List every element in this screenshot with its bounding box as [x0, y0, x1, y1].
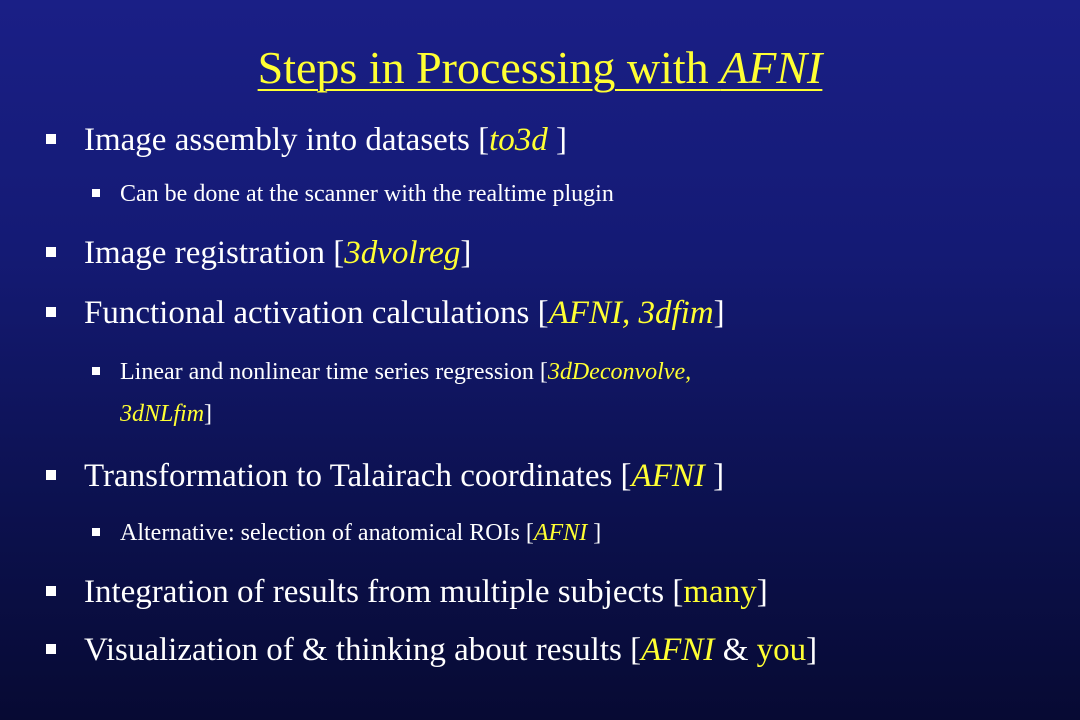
title-afni: AFNI [720, 42, 823, 93]
bullet-text-mid: & [714, 632, 757, 668]
bullet-image-assembly [46, 120, 567, 160]
bullet-talairach [46, 456, 724, 496]
bracket-close: ] [547, 122, 567, 158]
bullet-square-icon [46, 134, 56, 144]
sub-bullet-text: Linear and nonlinear time series regression [ [120, 359, 548, 385]
bullet-square-icon [92, 367, 100, 375]
bracket-close: ] [806, 632, 818, 668]
bullet-text: Image assembly into datasets [ [84, 122, 490, 158]
bullet-square-icon [46, 586, 56, 596]
tool-name: 3dNLfim [120, 401, 205, 427]
bullet-square-icon [92, 189, 100, 197]
bullet-text: Image registration [ [84, 235, 345, 271]
title-text: Steps in Processing with [257, 42, 721, 93]
bullet-text: Visualization of & thinking about results [ [84, 632, 642, 668]
sub-bullet-rois [92, 517, 601, 549]
bracket-close: ] [713, 295, 725, 331]
tool-name: AFNI [631, 458, 705, 494]
bracket-close: ] [756, 574, 768, 610]
bullet-text: Integration of results from multiple subjects [ [84, 574, 684, 610]
tool-name: to3d [489, 122, 548, 158]
bracket-close: ] [704, 458, 725, 494]
slide-title [0, 40, 1080, 96]
tool-name: many [683, 574, 757, 610]
tool-name-you: you [756, 632, 807, 668]
bullet-text: Functional activation calculations [ [84, 295, 549, 331]
bullet-square-icon [46, 470, 56, 480]
bullet-functional-activation [46, 293, 725, 333]
bracket-close: ] [460, 235, 472, 271]
bullet-text: Transformation to Talairach coordinates [ [84, 458, 632, 494]
bullet-square-icon [92, 528, 100, 536]
tool-name: AFNI [533, 520, 588, 546]
tool-name: AFNI, 3dfim [548, 295, 714, 331]
sub-bullet-text: Alternative: selection of anatomical ROIs [ [120, 520, 534, 546]
bullet-image-registration [46, 233, 471, 273]
bullet-integration [46, 572, 768, 612]
bullet-square-icon [46, 307, 56, 317]
sub-bullet-realtime [92, 178, 614, 210]
bullet-visualization [46, 630, 817, 670]
tool-name: 3dDeconvolve, [547, 359, 692, 385]
bracket-close: ] [587, 520, 602, 546]
bullet-square-icon [46, 247, 56, 257]
sub-bullet-regression [92, 356, 691, 388]
bracket-close: ] [204, 401, 213, 427]
sub-bullet-regression-continuation [120, 398, 212, 430]
tool-name: AFNI [641, 632, 715, 668]
bullet-square-icon [46, 644, 56, 654]
sub-bullet-text: Can be done at the scanner with the realtime plugin [120, 181, 614, 207]
tool-name: 3dvolreg [344, 235, 461, 271]
